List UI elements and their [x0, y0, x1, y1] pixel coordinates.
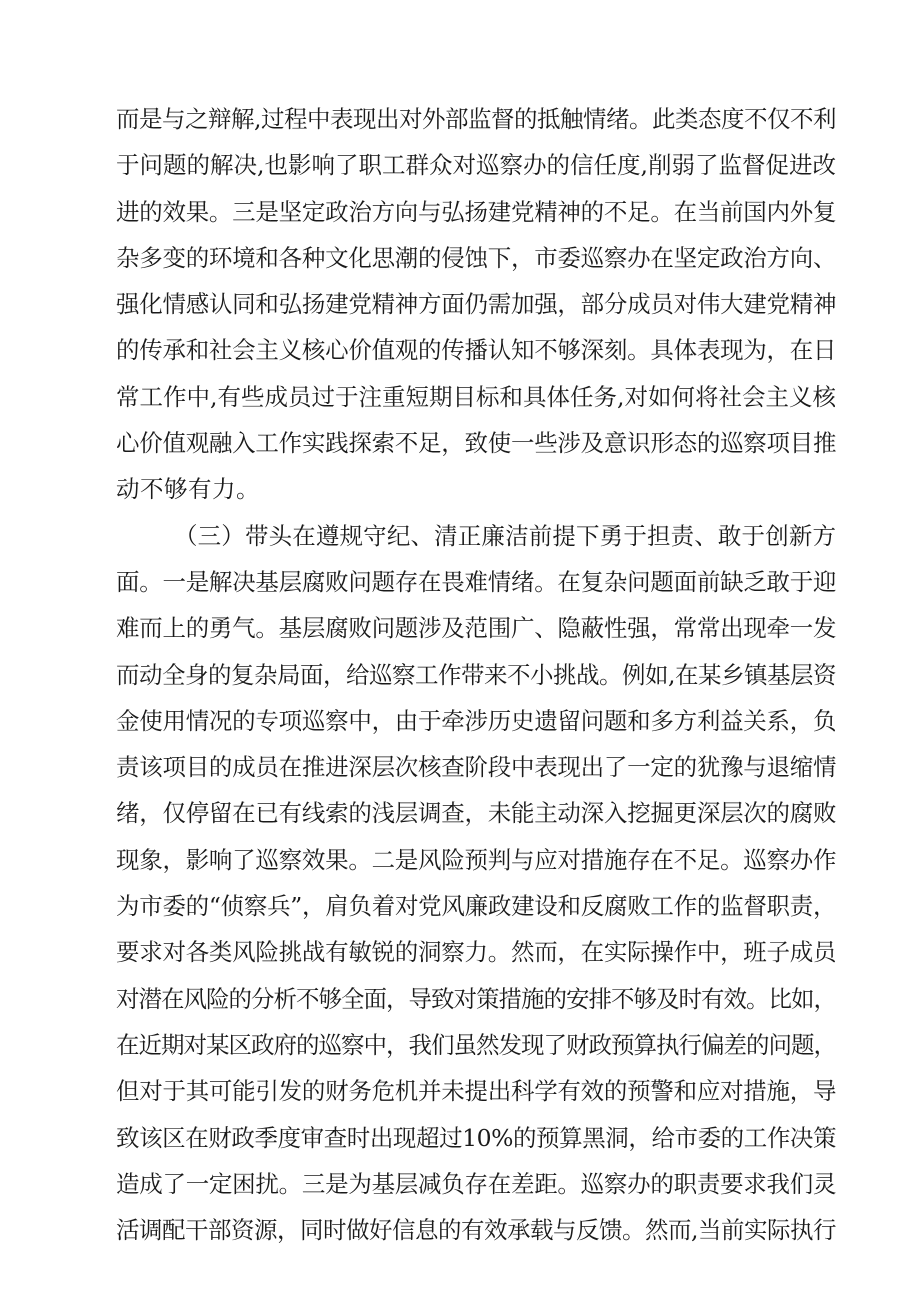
text-line: 在近期对某区政府的巡察中，我们虽然发现了财政预算执行偏差的问题， [116, 1030, 836, 1059]
text-line: 现象，影响了巡察效果。二是风险预判与应对措施存在不足。巡察办作 [116, 845, 836, 874]
text-line: 强化情感认同和弘扬建党精神方面仍需加强，部分成员对伟大建党精神 [116, 290, 836, 319]
section-heading-line: （三）带头在遵规守纪、清正廉洁前提下勇于担责、敢于创新方 [174, 521, 836, 550]
text-line: 绪，仅停留在已有线索的浅层调查，未能主动深入挖掘更深层次的腐败 [116, 799, 836, 828]
text-line: 但对于其可能引发的财务危机并未提出科学有效的预警和应对措施，导 [116, 1077, 836, 1106]
text-line: 的传承和社会主义核心价值观的传播认知不够深刻。具体表现为，在日 [116, 336, 836, 365]
text-line: 致该区在财政季度审查时出现超过10%的预算黑洞，给市委的工作决策 [116, 1123, 836, 1152]
text-line: 而是与之辩解,过程中表现出对外部监督的抵触情绪。此类态度不仅不利 [116, 105, 836, 133]
text-line: 活调配干部资源，同时做好信息的有效承载与反馈。然而,当前实际执行 [116, 1216, 836, 1245]
text-line: 为市委的“侦察兵”，肩负着对党风廉政建设和反腐败工作的监督职责， [116, 892, 836, 921]
text-line: 金使用情况的专项巡察中，由于牵涉历史遗留问题和多方利益关系，负 [116, 706, 836, 735]
body-text [116, 96, 836, 1253]
text-line: 心价值观融入工作实践探索不足，致使一些涉及意识形态的巡察项目推 [116, 429, 836, 458]
text-line: 要求对各类风险挑战有敏锐的洞察力。然而，在实际操作中，班子成员 [116, 938, 836, 967]
text-line: 常工作中,有些成员过于注重短期目标和具体任务,对如何将社会主义核 [116, 382, 836, 411]
text-line: 责该项目的成员在推进深层次核查阶段中表现出了一定的犹豫与退缩情 [116, 753, 836, 782]
text-line: 于问题的解决,也影响了职工群众对巡察办的信任度,削弱了监督促进改 [116, 151, 836, 180]
text-line: 面。一是解决基层腐败问题存在畏难情绪。在复杂问题面前缺乏敢于迎 [116, 567, 836, 596]
text-line: 杂多变的环境和各种文化思潮的侵蚀下，市委巡察办在坚定政治方向、 [116, 243, 836, 272]
text-line: 而动全身的复杂局面，给巡察工作带来不小挑战。例如,在某乡镇基层资 [116, 660, 836, 689]
text-line: 进的效果。三是坚定政治方向与弘扬建党精神的不足。在当前国内外复 [116, 197, 836, 226]
text-line: 动不够有力。 [116, 475, 260, 504]
text-line: 造成了一定困扰。三是为基层减负存在差距。巡察办的职责要求我们灵 [116, 1169, 836, 1198]
text-line: 对潜在风险的分析不够全面，导致对策措施的安排不够及时有效。比如， [116, 984, 836, 1013]
text-line: 难而上的勇气。基层腐败问题涉及范围广、隐蔽性强，常常出现牵一发 [116, 614, 836, 643]
